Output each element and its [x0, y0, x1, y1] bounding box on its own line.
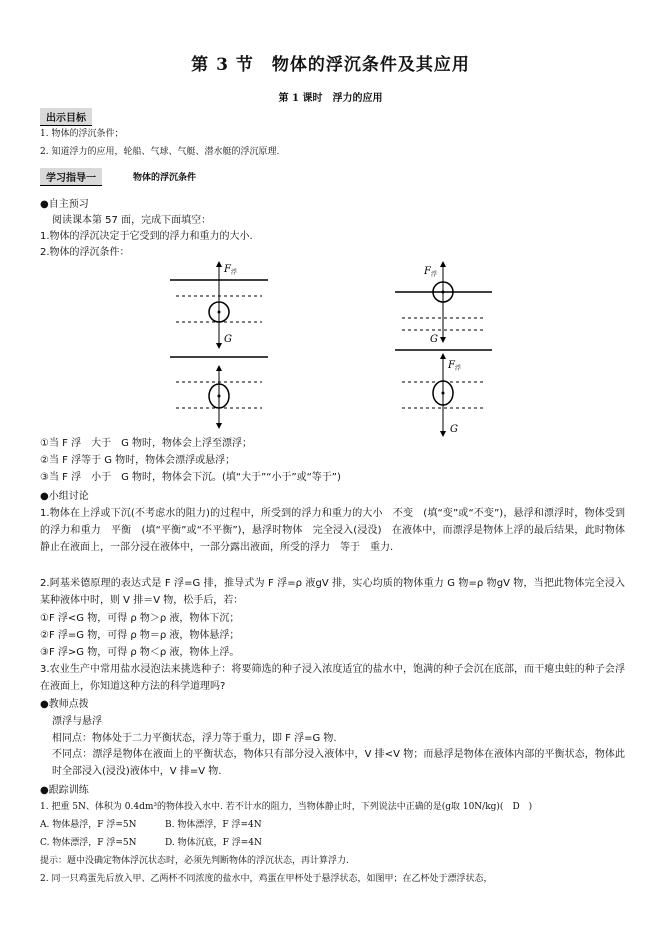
practice-question-2: 2. 同一只鸡蛋先后放入甲、乙两杯不同浓度的盐水中，鸡蛋在甲杯处于悬浮状态，如图甲；在乙杯处于漂浮状态， [40, 874, 493, 884]
group-paragraph-3: 3.农业生产中常用盐水浸泡法来挑选种子：将要筛选的种子浸入浓度适宜的盐水中，饱满的种子会沉在底部，而干瘪虫蛀的种子会浮在液面上，你知道这种方法的科学道理吗? [40, 664, 625, 692]
lesson-subtitle: 第 1 课时 浮力的应用 [278, 93, 383, 104]
f-sub: 浮 [231, 269, 238, 276]
g-label: G [224, 334, 232, 345]
practice-option-b: B. 物体漂浮，F 浮=4N [165, 820, 262, 830]
f-sub: 浮 [431, 271, 438, 278]
group-case-3: ③F 浮>G 物，可得 ρ 物＜ρ 液，物体上浮。 [40, 647, 240, 658]
practice-option-d: D. 物体沉底，F 浮=4N [165, 838, 262, 848]
page-title: 第 3 节 物体的浮沉条件及其应用 [191, 55, 470, 75]
teacher-line-2: 相同点：物体处于二力平衡状态，浮力等于重力，即 F 浮=G 物. [52, 733, 337, 744]
self-study-line-1: 阅读课本第 57 面，完成下面填空： [52, 215, 212, 226]
g-label: G [450, 424, 458, 435]
group-paragraph-1: 1.物体在上浮或下沉(不考虑水的阻力)的过程中，所受到的浮力和重力的大小 不变 (填“变”或“不变”)，悬浮和漂浮时，物体受到的浮力和重力 平衡 (填“平衡”或“不平衡”)，悬浮时物体 完全浸入(浸没) 在液体中，而漂浮是物体上浮的最后结果，此时物体静止在液面上，一部分浸在液体中，一部分露出液面，所受的浮力 等于 重力. [40, 508, 625, 553]
condition-1: ①当 F 浮 大于 G 物时，物体会上浮至漂浮； [40, 438, 253, 449]
practice-question-1: 1. 把重 5N、体积为 0.4dm³的物体投入水中. 若不计水的阻力，当物体静止时，下列说法中正确的是(g取 10N/kg)( D ) [40, 802, 533, 812]
diagram-top-right [395, 264, 492, 345]
self-study-line-3: 2.物体的浮沉条件： [40, 247, 130, 258]
objective-item-2: 2. 知道浮力的应用，轮船、气球、气艇、潜水艇的浮沉原理. [40, 147, 280, 157]
guide-heading: 物体的浮沉条件 [133, 173, 197, 183]
practice-bullet: ●跟踪训练 [40, 785, 89, 796]
objective-item-1: 1. 物体的浮沉条件； [40, 129, 124, 139]
f-label: F [424, 266, 431, 277]
practice-option-a: A. 物体悬浮，F 浮=5N [40, 820, 137, 830]
teacher-bullet: ●教师点拨 [40, 699, 89, 710]
buoyancy-diagrams [0, 258, 661, 438]
section-tag-guide-1: 学习指导一 [40, 168, 102, 186]
f-sub: 浮 [455, 365, 462, 372]
section-tag-objectives: 出示目标 [40, 108, 92, 126]
group-case-1: ①F 浮<G 物，可得 ρ 物＞ρ 液，物体下沉； [40, 613, 240, 624]
self-study-bullet: ●自主预习 [40, 199, 89, 210]
self-study-line-2: 1.物体的浮沉决定于它受到的浮力和重力的大小. [40, 231, 253, 242]
teacher-line-1: 漂浮与悬浮 [52, 716, 102, 727]
practice-option-c: C. 物体漂浮，F 浮=5N [40, 838, 137, 848]
g-label: G [430, 334, 438, 345]
f-label: F [224, 264, 231, 275]
diagram-bottom-left [170, 357, 268, 426]
diagram-top-left [170, 264, 268, 346]
condition-2: ②当 F 浮等于 G 物时，物体会漂浮或悬浮； [40, 455, 236, 466]
practice-hint: 提示：题中没确定物体浮沉状态时，必须先判断物体的浮沉状态，再计算浮力. [40, 856, 349, 866]
diagram-bottom-right [395, 350, 492, 435]
f-label: F [448, 360, 455, 371]
condition-3: ③当 F 浮 小于 G 物时，物体会下沉。(填“大于”“小于”或“等于”) [40, 472, 341, 483]
group-paragraph-2: 2.阿基米德原理的表达式是 F 浮=G 排，推导式为 F 浮=ρ 液gV 排，实心均质的物体重力 G 物=ρ 物gV 物，当把此物体完全浸入某种液体中时，则 V 排＝V 物，松手后，若： [40, 578, 625, 606]
teacher-line-3: 不同点：漂浮是物体在液面上的平衡状态，物体只有部分浸入液体中，V 排<V 物；而悬浮是物体在液体内部的平衡状态，物体此时全部浸入(浸没)液体中，V 排=V 物. [52, 749, 625, 777]
group-case-2: ②F 浮=G 物，可得 ρ 物＝ρ 液，物体悬浮； [40, 630, 240, 641]
group-discussion-bullet: ●小组讨论 [40, 491, 89, 502]
